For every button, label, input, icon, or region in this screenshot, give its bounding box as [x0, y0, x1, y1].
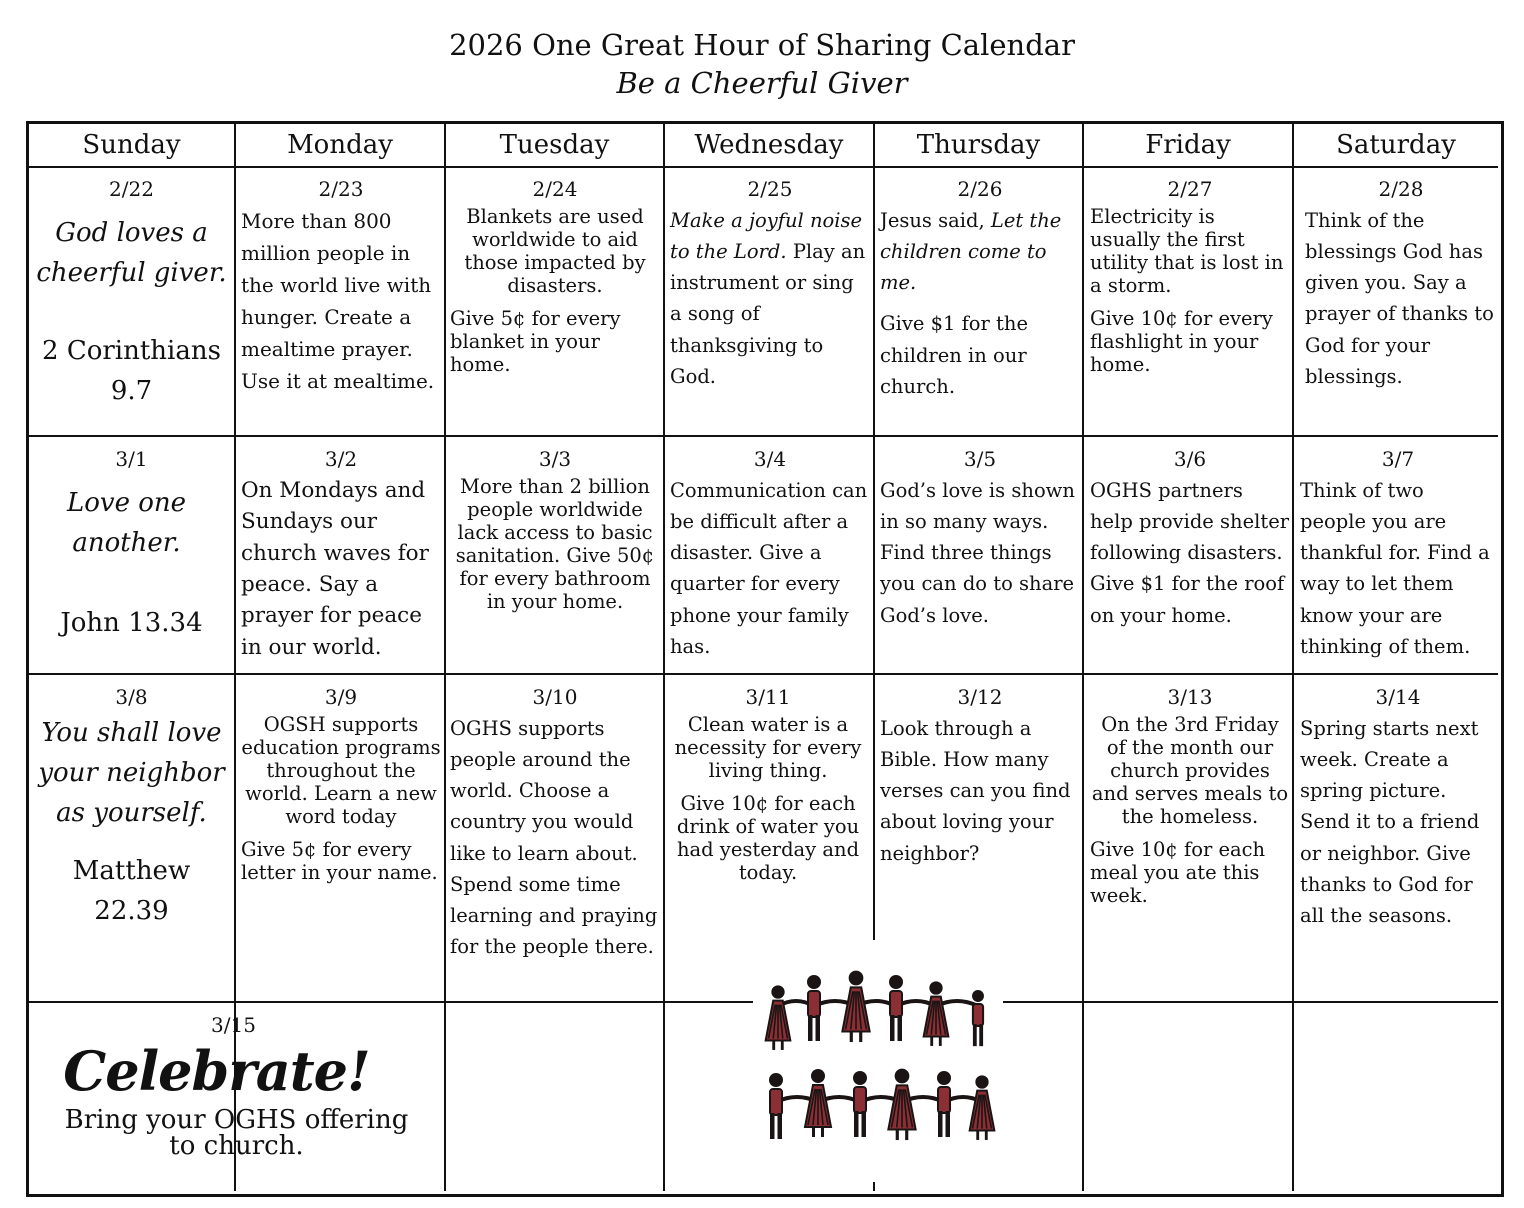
- person-head: [889, 975, 903, 989]
- header-wednesday: Wednesday: [694, 130, 844, 160]
- day-date: 2/27: [1167, 177, 1213, 201]
- person-head: [771, 985, 784, 998]
- grid-line: [29, 435, 1498, 437]
- give-instruction: Give 5¢ for every letter in your name.: [241, 837, 438, 884]
- grid-line: [1003, 1001, 1498, 1003]
- day-date: 3/14: [1375, 685, 1421, 709]
- give-instruction: Give 10¢ for every flashlight in your home.: [1090, 306, 1273, 376]
- day-date: 3/13: [1167, 685, 1213, 709]
- day-cell-2-26: [880, 176, 1080, 402]
- day-text: God’s love is shown in so many ways. Find three things you can do to share God’s love.: [880, 478, 1075, 627]
- day-cell-3-10: [450, 684, 660, 962]
- grid-line: [1292, 124, 1294, 1191]
- person-head: [937, 1071, 951, 1085]
- person-body: [770, 1089, 782, 1115]
- day-text: Think of two people you are thankful for. Find a way to let them know your are thinking of them.: [1300, 478, 1490, 658]
- grid-line: [873, 124, 875, 940]
- day-date: 3/5: [963, 447, 997, 471]
- day-date: 3/8: [115, 685, 148, 709]
- day-cell-3-13: [1090, 684, 1290, 907]
- day-cell-3-1: [31, 446, 232, 643]
- day-cell-3-9: [241, 684, 441, 884]
- day-cell-3-12: [880, 684, 1080, 869]
- day-date: 3/11: [745, 685, 791, 709]
- offering-reminder: Bring your OGHS offering to church.: [64, 1105, 409, 1162]
- person-body: [973, 1004, 983, 1026]
- day-text: Look through a Bible. How many verses can you find about loving your neighbor?: [880, 716, 1071, 865]
- day-cell-2-23: [241, 176, 441, 397]
- day-date: 2/25: [747, 177, 793, 201]
- bible-verse: You shall love your neighbor as yourself.: [38, 717, 225, 829]
- day-cell-3-7: [1300, 446, 1496, 662]
- day-date: 3/3: [538, 447, 572, 471]
- give-instruction: Give 10¢ for each meal you ate this week.: [1090, 837, 1266, 907]
- header-sunday: Sunday: [82, 130, 181, 160]
- bible-reference: 2 Corinthians 9.7: [42, 335, 221, 407]
- person-head: [849, 971, 864, 986]
- day-text: OGHS supports people around the world. Choose a country you would like to learn about. Spend some time learning and praying for the people there.: [450, 716, 658, 959]
- header-saturday: Saturday: [1336, 130, 1456, 160]
- day-text: Think of the blessings God has given you. Say a prayer of thanks to God for your blessings.: [1305, 208, 1494, 388]
- day-date: 3/6: [1173, 447, 1207, 471]
- day-text: Spring starts next week. Create a spring picture. Send it to a friend or neighbor. Give thanks to God for all the seasons.: [1300, 716, 1480, 927]
- header-thursday: Thursday: [916, 130, 1041, 160]
- day-date: 3/2: [324, 447, 358, 471]
- person-body: [808, 991, 820, 1017]
- person-head: [811, 1069, 825, 1083]
- bible-verse: Love one another.: [66, 487, 187, 559]
- person-head: [972, 990, 984, 1002]
- person-body: [938, 1087, 950, 1113]
- day-date: 2/23: [318, 177, 364, 201]
- day-cell-3-8: [31, 684, 232, 931]
- day-text: Play an instrument or sing a song of thanksgiving to God.: [670, 239, 866, 388]
- give-instruction: Give $1 for the children in our church.: [880, 312, 1028, 398]
- day-cell-2-22: [31, 176, 232, 411]
- bible-reference: Matthew 22.39: [72, 855, 191, 927]
- day-text: OGSH supports education programs throughout the world. Learn a new word today: [241, 712, 441, 828]
- day-quote: Make a joyful noise to the Lord.: [670, 208, 863, 263]
- person-body: [854, 1087, 866, 1113]
- day-text: Electricity is usually the first utility that is lost in a storm.: [1090, 204, 1284, 297]
- day-cell-3-6: [1090, 446, 1290, 631]
- day-date: 3/9: [324, 685, 358, 709]
- day-date: 2/26: [957, 177, 1003, 201]
- header-friday: Friday: [1145, 130, 1231, 160]
- day-cell-2-24: [450, 176, 660, 376]
- day-text: Clean water is a necessity for every living thing.: [674, 712, 862, 782]
- calendar-title: 2026 One Great Hour of Sharing Calendar: [449, 28, 1075, 62]
- day-text: Communication can be difficult after a disaster. Give a quarter for every phone your family has.: [670, 478, 868, 658]
- day-date: 3/7: [1381, 447, 1415, 471]
- day-date: 2/24: [532, 177, 578, 201]
- person-head: [769, 1073, 783, 1087]
- person-head: [929, 981, 942, 994]
- calendar-subtitle: Be a Cheerful Giver: [616, 66, 908, 100]
- day-text: On Mondays and Sundays our church waves for peace. Say a prayer for peace in our world.: [241, 477, 429, 660]
- day-cell-2-28: [1305, 176, 1497, 392]
- celebrate-heading: Celebrate!: [63, 1038, 370, 1103]
- grid-line: [29, 166, 1498, 168]
- person-head: [975, 1075, 988, 1088]
- day-cell-3-3: [450, 446, 660, 613]
- day-date: 3/4: [753, 447, 787, 471]
- day-cell-2-27: [1090, 176, 1290, 376]
- day-cell-3-14: [1300, 684, 1496, 931]
- person-body: [890, 991, 902, 1017]
- bible-reference: John 13.34: [60, 607, 203, 638]
- grid-line: [444, 124, 446, 1191]
- day-cell-3-2: [241, 446, 441, 663]
- day-quote: Let the children come to me.: [880, 208, 1062, 295]
- person-head: [853, 1071, 867, 1085]
- day-date: 2/28: [1378, 177, 1424, 201]
- day-cell-3-4: [670, 446, 870, 662]
- day-text: More than 800 million people in the world live with hunger. Create a mealtime prayer. Use it at mealtime.: [241, 208, 435, 393]
- header-tuesday: Tuesday: [499, 130, 610, 160]
- give-instruction: Give 5¢ for every blanket in your home.: [450, 306, 621, 376]
- day-cell-3-5: [880, 446, 1080, 631]
- header-monday: Monday: [287, 130, 393, 160]
- person-head: [807, 975, 821, 989]
- bible-verse: God loves a cheerful giver.: [36, 217, 227, 289]
- grid-line: [873, 1182, 875, 1191]
- give-instruction: Give 10¢ for each drink of water you had yesterday and today.: [676, 791, 860, 884]
- person-head: [895, 1069, 910, 1084]
- day-text: On the 3rd Friday of the month our church provides and serves meals to the homeless.: [1091, 712, 1289, 828]
- day-date: 2/22: [109, 177, 154, 201]
- grid-line: [663, 124, 665, 1191]
- grid-line: [1082, 124, 1084, 1191]
- day-cell-3-11: [668, 684, 868, 884]
- day-date: 3/1: [115, 447, 148, 471]
- day-date: 3/15: [211, 1013, 256, 1037]
- grid-line: [29, 1001, 753, 1003]
- people-holding-hands-icon: [756, 966, 1006, 1158]
- grid-line: [29, 673, 1498, 675]
- day-cell-3-15: [31, 1012, 442, 1162]
- day-text: Jesus said,: [880, 208, 985, 232]
- day-text: Blankets are used worldwide to aid those impacted by disasters.: [464, 204, 646, 297]
- day-text: More than 2 billion people worldwide lack access to basic sanitation. Give 50¢ for every bathroom in your home.: [455, 474, 655, 613]
- day-text: OGHS partners help provide shelter following disasters. Give $1 for the roof on your home.: [1090, 478, 1290, 627]
- day-date: 3/10: [532, 685, 578, 709]
- day-cell-2-25: [670, 176, 870, 392]
- day-date: 3/12: [957, 685, 1003, 709]
